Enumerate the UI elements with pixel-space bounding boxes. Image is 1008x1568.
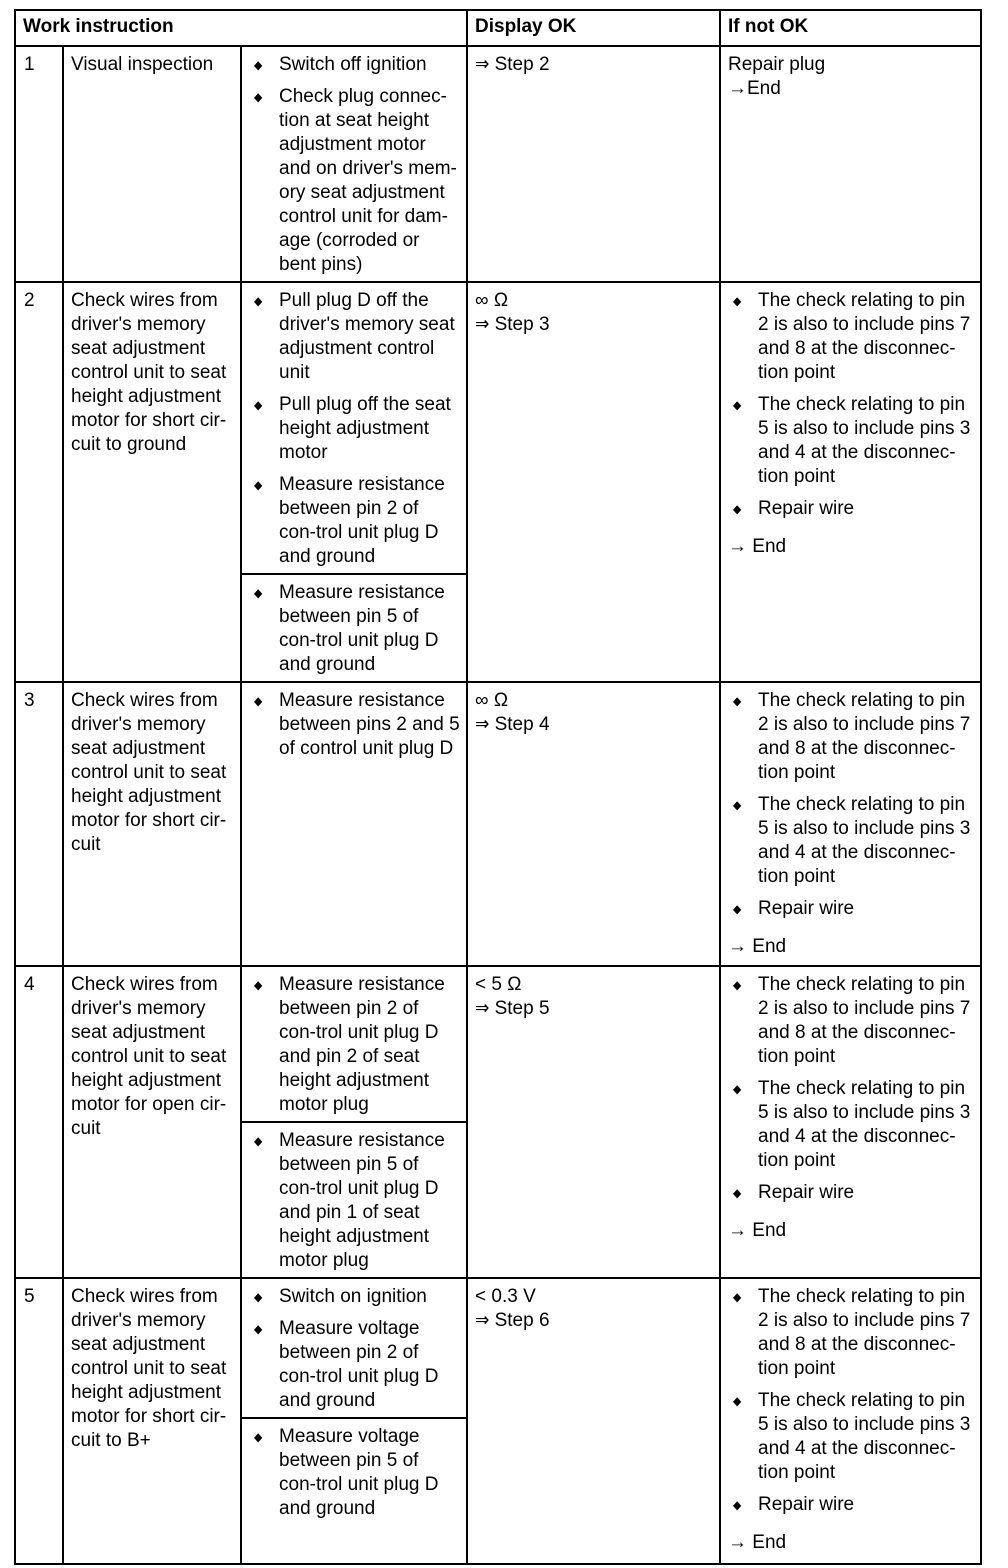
table-row bbox=[15, 966, 981, 1122]
bullet-icon: ◆ bbox=[733, 1290, 742, 1304]
bullet-icon: ◆ bbox=[733, 902, 742, 916]
display-ok-cell bbox=[467, 1278, 720, 1564]
bullet-item bbox=[728, 689, 974, 785]
header-work-instruction: Work instruction bbox=[15, 10, 467, 46]
if-not-ok-cell bbox=[720, 282, 981, 682]
bullet-icon: ◆ bbox=[733, 294, 742, 308]
bullet-text: Measure resistance between pin 5 of con-trol unit plug D and pin 1 of seat height adjustment motor plug bbox=[279, 1130, 445, 1271]
display-ok-line: < 5 Ω bbox=[475, 974, 522, 995]
bullet-list bbox=[249, 689, 460, 761]
bullet-item bbox=[728, 497, 974, 521]
end-marker: → End bbox=[728, 936, 787, 957]
bullet-icon: ◆ bbox=[733, 1498, 742, 1512]
display-ok-cell bbox=[467, 966, 720, 1278]
display-ok-line: ⇒ Step 6 bbox=[475, 1310, 550, 1331]
not-ok-line: →End bbox=[728, 78, 781, 99]
step-title: Check wires from driver's memory seat adjustment control unit to seat height adjustment motor for short cir-cuit to B+ bbox=[63, 1278, 241, 1564]
step-number: 3 bbox=[15, 682, 63, 966]
bullet-text: Switch off ignition bbox=[279, 54, 427, 75]
bullet-item bbox=[249, 473, 460, 569]
bullet-item bbox=[728, 793, 974, 889]
work-instruction-sheet bbox=[14, 9, 980, 1561]
bullet-text: The check relating to pin 2 is also to include pins 7 and 8 at the disconnec-tion point bbox=[758, 1286, 971, 1379]
bullet-icon: ◆ bbox=[733, 1082, 742, 1096]
bullet-list bbox=[728, 689, 974, 921]
bullet-icon: ◆ bbox=[733, 502, 742, 516]
bullet-text: Repair wire bbox=[758, 1182, 855, 1203]
bullet-text: Switch on ignition bbox=[279, 1286, 427, 1307]
bullet-text: Measure voltage between pin 5 of con-trol unit plug D and ground bbox=[279, 1426, 439, 1519]
instruction-cell bbox=[241, 1278, 467, 1418]
bullet-icon: ◆ bbox=[254, 694, 263, 708]
step-number: 5 bbox=[15, 1278, 63, 1564]
header-display-ok: Display OK bbox=[467, 10, 720, 46]
bullet-text: The check relating to pin 2 is also to include pins 7 and 8 at the disconnec-tion point bbox=[758, 974, 971, 1067]
instruction-cell bbox=[241, 46, 467, 282]
bullet-item bbox=[249, 973, 460, 1117]
display-ok-cell bbox=[467, 282, 720, 682]
bullet-text: Measure resistance between pin 5 of con-trol unit plug D and ground bbox=[279, 582, 445, 675]
header-if-not-ok: If not OK bbox=[720, 10, 981, 46]
instruction-cell bbox=[241, 282, 467, 574]
step-number: 1 bbox=[15, 46, 63, 282]
bullet-list bbox=[728, 289, 974, 521]
bullet-text: The check relating to pin 5 is also to include pins 3 and 4 at the disconnec-tion point bbox=[758, 1390, 971, 1483]
bullet-text: The check relating to pin 5 is also to include pins 3 and 4 at the disconnec-tion point bbox=[758, 394, 971, 487]
bullet-list bbox=[728, 973, 974, 1205]
bullet-text: Repair wire bbox=[758, 898, 855, 919]
display-ok-cell bbox=[467, 682, 720, 966]
bullet-item bbox=[728, 393, 974, 489]
not-ok-line: Repair plug bbox=[728, 54, 826, 75]
display-ok-line: ⇒ Step 5 bbox=[475, 998, 550, 1019]
bullet-list bbox=[249, 1129, 460, 1273]
header-row bbox=[15, 10, 981, 46]
instruction-cell bbox=[241, 1122, 467, 1278]
bullet-item bbox=[728, 289, 974, 385]
bullet-text: The check relating to pin 5 is also to include pins 3 and 4 at the disconnec-tion point bbox=[758, 794, 971, 887]
bullet-icon: ◆ bbox=[733, 978, 742, 992]
bullet-text: Check plug connec-tion at seat height adjustment motor and on driver's mem-ory seat adjustment control unit for dam-age (corroded or bent pins) bbox=[279, 86, 457, 275]
bullet-text: Repair wire bbox=[758, 498, 855, 519]
bullet-text: Repair wire bbox=[758, 1494, 855, 1515]
table-row bbox=[15, 46, 981, 282]
step-title: Visual inspection bbox=[63, 46, 241, 282]
bullet-item bbox=[249, 1285, 460, 1309]
bullet-icon: ◆ bbox=[254, 90, 263, 104]
bullet-icon: ◆ bbox=[254, 1134, 263, 1148]
bullet-text: Measure voltage between pin 2 of con-trol unit plug D and ground bbox=[279, 1318, 439, 1411]
display-ok-line: < 0.3 V bbox=[475, 1286, 536, 1307]
bullet-icon: ◆ bbox=[733, 1394, 742, 1408]
bullet-text: Pull plug off the seat height adjustment motor bbox=[279, 394, 451, 463]
bullet-item bbox=[249, 53, 460, 77]
table-row bbox=[15, 1278, 981, 1418]
bullet-text: Pull plug D off the driver's memory seat adjustment control unit bbox=[279, 290, 455, 383]
bullet-item bbox=[249, 1425, 460, 1521]
bullet-list bbox=[249, 973, 460, 1117]
bullet-text: Measure resistance between pins 2 and 5 of control unit plug D bbox=[279, 690, 460, 759]
bullet-item bbox=[249, 689, 460, 761]
end-marker: → End bbox=[728, 1532, 787, 1553]
bullet-icon: ◆ bbox=[733, 694, 742, 708]
display-ok-line: ⇒ Step 4 bbox=[475, 714, 550, 735]
bullet-list bbox=[249, 289, 460, 569]
instruction-cell bbox=[241, 574, 467, 682]
bullet-icon: ◆ bbox=[254, 586, 263, 600]
bullet-icon: ◆ bbox=[733, 1186, 742, 1200]
table-row bbox=[15, 282, 981, 574]
bullet-text: The check relating to pin 2 is also to include pins 7 and 8 at the disconnec-tion point bbox=[758, 690, 971, 783]
table-row bbox=[15, 682, 981, 966]
instruction-cell bbox=[241, 966, 467, 1122]
table-body bbox=[15, 46, 981, 1564]
bullet-item bbox=[249, 289, 460, 385]
bullet-icon: ◆ bbox=[733, 798, 742, 812]
bullet-item bbox=[728, 1493, 974, 1517]
work-instruction-table bbox=[14, 9, 982, 1565]
bullet-item bbox=[728, 1285, 974, 1381]
display-ok-line: ⇒ Step 3 bbox=[475, 314, 550, 335]
bullet-item bbox=[249, 393, 460, 465]
bullet-icon: ◆ bbox=[254, 294, 263, 308]
bullet-item bbox=[249, 85, 460, 277]
bullet-item bbox=[728, 1077, 974, 1173]
bullet-item bbox=[728, 1389, 974, 1485]
display-ok-line: ∞ Ω bbox=[475, 690, 509, 711]
step-title: Check wires from driver's memory seat adjustment control unit to seat height adjustment motor for short cir-cuit bbox=[63, 682, 241, 966]
bullet-icon: ◆ bbox=[254, 478, 263, 492]
bullet-icon: ◆ bbox=[254, 58, 263, 72]
instruction-cell bbox=[241, 1418, 467, 1564]
bullet-text: Measure resistance between pin 2 of con-trol unit plug D and pin 2 of seat height adjustment motor plug bbox=[279, 974, 445, 1115]
bullet-list bbox=[249, 581, 460, 677]
bullet-text: Measure resistance between pin 2 of con-trol unit plug D and ground bbox=[279, 474, 445, 567]
bullet-item bbox=[249, 1129, 460, 1273]
display-ok-cell bbox=[467, 46, 720, 282]
if-not-ok-cell bbox=[720, 682, 981, 966]
bullet-item bbox=[728, 973, 974, 1069]
bullet-list bbox=[249, 53, 460, 277]
bullet-list bbox=[249, 1285, 460, 1413]
end-marker: → End bbox=[728, 536, 787, 557]
display-ok-line: ∞ Ω bbox=[475, 290, 509, 311]
instruction-cell bbox=[241, 682, 467, 966]
bullet-text: The check relating to pin 5 is also to include pins 3 and 4 at the disconnec-tion point bbox=[758, 1078, 971, 1171]
bullet-list bbox=[249, 1425, 460, 1521]
bullet-item bbox=[249, 1317, 460, 1413]
step-number: 4 bbox=[15, 966, 63, 1278]
bullet-icon: ◆ bbox=[733, 398, 742, 412]
bullet-icon: ◆ bbox=[254, 1322, 263, 1336]
end-marker: → End bbox=[728, 1220, 787, 1241]
step-number: 2 bbox=[15, 282, 63, 682]
step-title: Check wires from driver's memory seat adjustment control unit to seat height adjustment motor for short cir-cuit to ground bbox=[63, 282, 241, 682]
bullet-text: The check relating to pin 2 is also to include pins 7 and 8 at the disconnec-tion point bbox=[758, 290, 971, 383]
bullet-icon: ◆ bbox=[254, 1430, 263, 1444]
if-not-ok-cell bbox=[720, 46, 981, 282]
bullet-item bbox=[728, 1181, 974, 1205]
if-not-ok-cell bbox=[720, 966, 981, 1278]
bullet-item bbox=[728, 897, 974, 921]
bullet-icon: ◆ bbox=[254, 978, 263, 992]
bullet-icon: ◆ bbox=[254, 398, 263, 412]
bullet-list bbox=[728, 1285, 974, 1517]
bullet-item bbox=[249, 581, 460, 677]
step-title: Check wires from driver's memory seat adjustment control unit to seat height adjustment motor for open cir-cuit bbox=[63, 966, 241, 1278]
display-ok-line: ⇒ Step 2 bbox=[475, 54, 550, 75]
if-not-ok-cell bbox=[720, 1278, 981, 1564]
bullet-icon: ◆ bbox=[254, 1290, 263, 1304]
